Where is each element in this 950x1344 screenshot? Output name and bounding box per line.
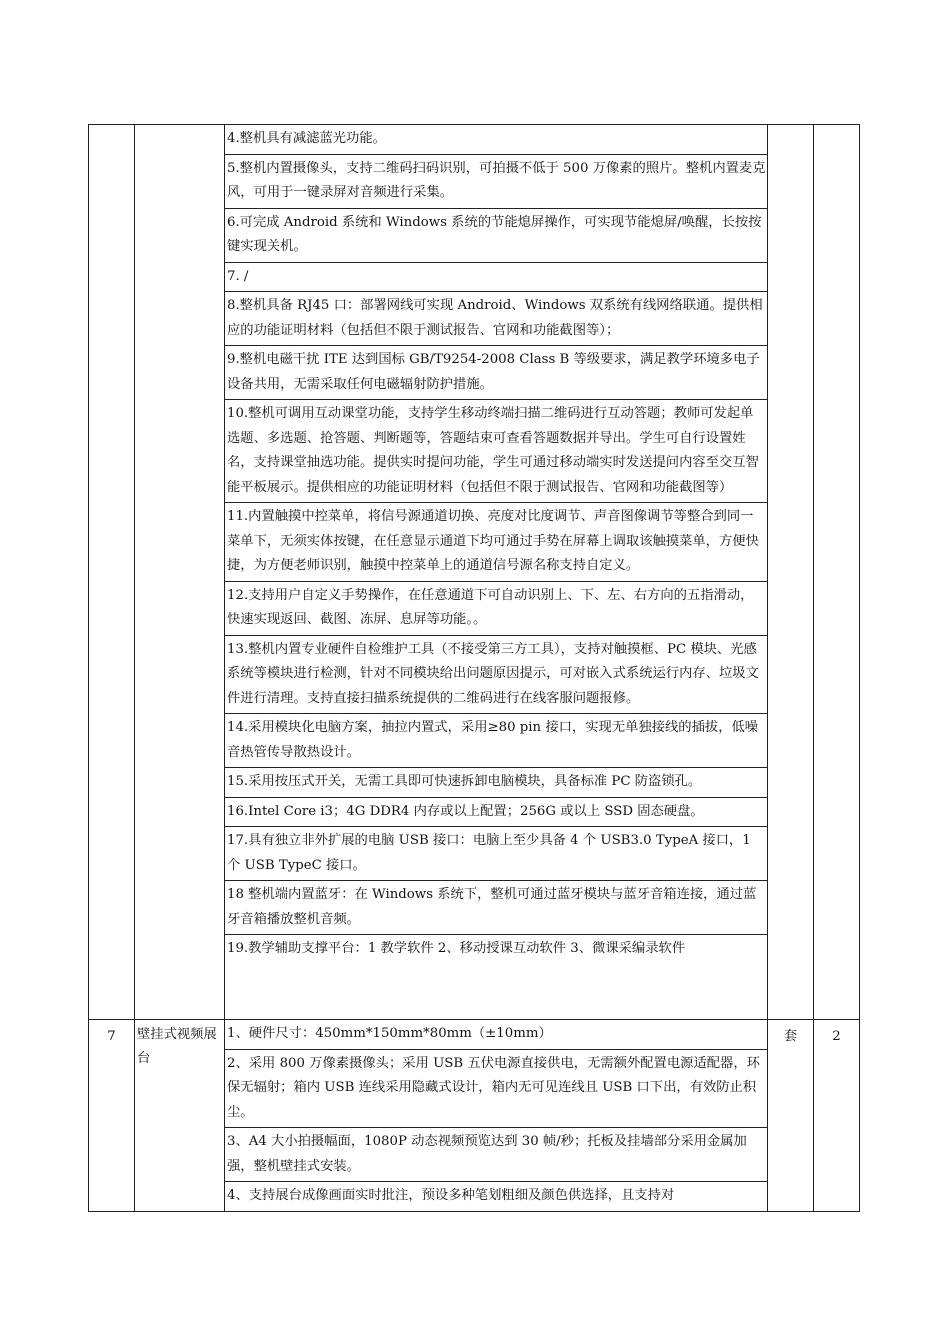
spec-line: 5.整机内置摄像头，支持二维码扫码识别，可拍摄不低于 500 万像素的照片。整机内置麦克风，可用于一键录屏对音频进行采集。 — [225, 155, 767, 209]
spec-line: 10.整机可调用互动课堂功能，支持学生移动终端扫描二维码进行互动答题；教师可发起单选题、多选题、抢答题、判断题等，答题结束可查看答题数据并导出。学生可自行设置姓名，支持课堂抽选功能。提供实时提问功能，学生可通过移动端实时发送提问内容至交互智能平板展示。提供相应的功能证明材料（包括但不限于测试报告、官网和功能截图等） — [225, 400, 767, 503]
table-row — [89, 1020, 860, 1212]
spec-line: 16.Intel Core i3；4G DDR4 内存或以上配置；256G 或以上 SSD 固态硬盘。 — [225, 798, 767, 828]
spec-line: 17.具有独立非外扩展的电脑 USB 接口：电脑上至少具备 4 个 USB3.0 TypeA 接口，1 个 USB TypeC 接口。 — [225, 827, 767, 881]
spec-line: 8.整机具备 RJ45 口：部署网线可实现 Android、Windows 双系统有线网络联通。提供相应的功能证明材料（包括但不限于测试报告、官网和功能截图等）； — [225, 292, 767, 346]
item-specification — [225, 1020, 768, 1212]
spec-line: 4.整机具有减滤蓝光功能。 — [225, 125, 767, 155]
spec-line: 11.内置触摸中控菜单，将信号源通道切换、亮度对比度调节、声音图像调节等整合到同一菜单下，无须实体按键，在任意显示通道下均可通过手势在屏幕上调取该触摸菜单，方便快捷，为方便老师识别，触摸中控菜单上的通道信号源名称支持自定义。 — [225, 503, 767, 582]
spec-line: 4、支持展台成像画面实时批注，预设多种笔划粗细及颜色供选择，且支持对 — [227, 1188, 675, 1203]
spec-line: 13.整机内置专业硬件自检维护工具（不接受第三方工具），支持对触摸框、PC 模块、光感系统等模块进行检测，针对不同模块给出问题原因提示，可对嵌入式系统运行内存、垃圾文件进行清理。支持直接扫描系统提供的二维码进行在线客服问题报修。 — [225, 636, 767, 715]
spec-line: 14.采用模块化电脑方案，抽拉内置式，采用≥80 pin 接口，实现无单独接线的插拔，低噪音热管传导散热设计。 — [225, 714, 767, 768]
spec-line: 15.采用按压式开关，无需工具即可快速拆卸电脑模块，具备标准 PC 防盗锁孔。 — [225, 768, 767, 798]
spec-line: 9.整机电磁干扰 ITE 达到国标 GB/T9254-2008 Class B 等级要求，满足教学环境多电子设备共用，无需采取任何电磁辐射防护措施。 — [225, 346, 767, 400]
item-specification — [225, 125, 768, 1020]
table-row — [89, 125, 860, 1020]
spec-line: 1、硬件尺寸：450mm*150mm*80mm（±10mm） — [225, 1020, 767, 1050]
spec-line: 19.教学辅助支撑平台：1 教学软件 2、移动授课互动软件 3、微课采编录软件 — [227, 941, 686, 956]
spec-line: 3、A4 大小拍摄幅面，1080P 动态视频预览达到 30 帧/秒；托板及挂墙部分采用金属加强，整机壁挂式安装。 — [225, 1128, 767, 1182]
spec-line: 18 整机端内置蓝牙：在 Windows 系统下，整机可通过蓝牙模块与蓝牙音箱连接，通过蓝牙音箱播放整机音频。 — [225, 881, 767, 935]
item-unit: 套 — [768, 1020, 814, 1212]
row-number: 7 — [89, 1020, 135, 1212]
item-name — [135, 125, 225, 1020]
item-quantity — [814, 125, 860, 1020]
row-number — [89, 125, 135, 1020]
spec-line: 6.可完成 Android 系统和 Windows 系统的节能熄屏操作，可实现节能熄屏/唤醒，长按按键实现关机。 — [225, 209, 767, 263]
spec-table — [88, 124, 860, 1212]
item-unit — [768, 125, 814, 1020]
item-name: 壁挂式视频展台 — [135, 1020, 225, 1212]
spec-line: 12.支持用户自定义手势操作，在任意通道下可自动识别上、下、左、右方向的五指滑动，快速实现返回、截图、冻屏、息屏等功能。。 — [225, 582, 767, 636]
spec-line: 2、采用 800 万像素摄像头；采用 USB 五伏电源直接供电，无需额外配置电源适配器，环保无辐射；箱内 USB 连线采用隐藏式设计，箱内无可见连线且 USB 口下出，有效防止积尘。 — [225, 1050, 767, 1129]
item-quantity: 2 — [814, 1020, 860, 1212]
spec-line: 7. / — [225, 263, 767, 293]
